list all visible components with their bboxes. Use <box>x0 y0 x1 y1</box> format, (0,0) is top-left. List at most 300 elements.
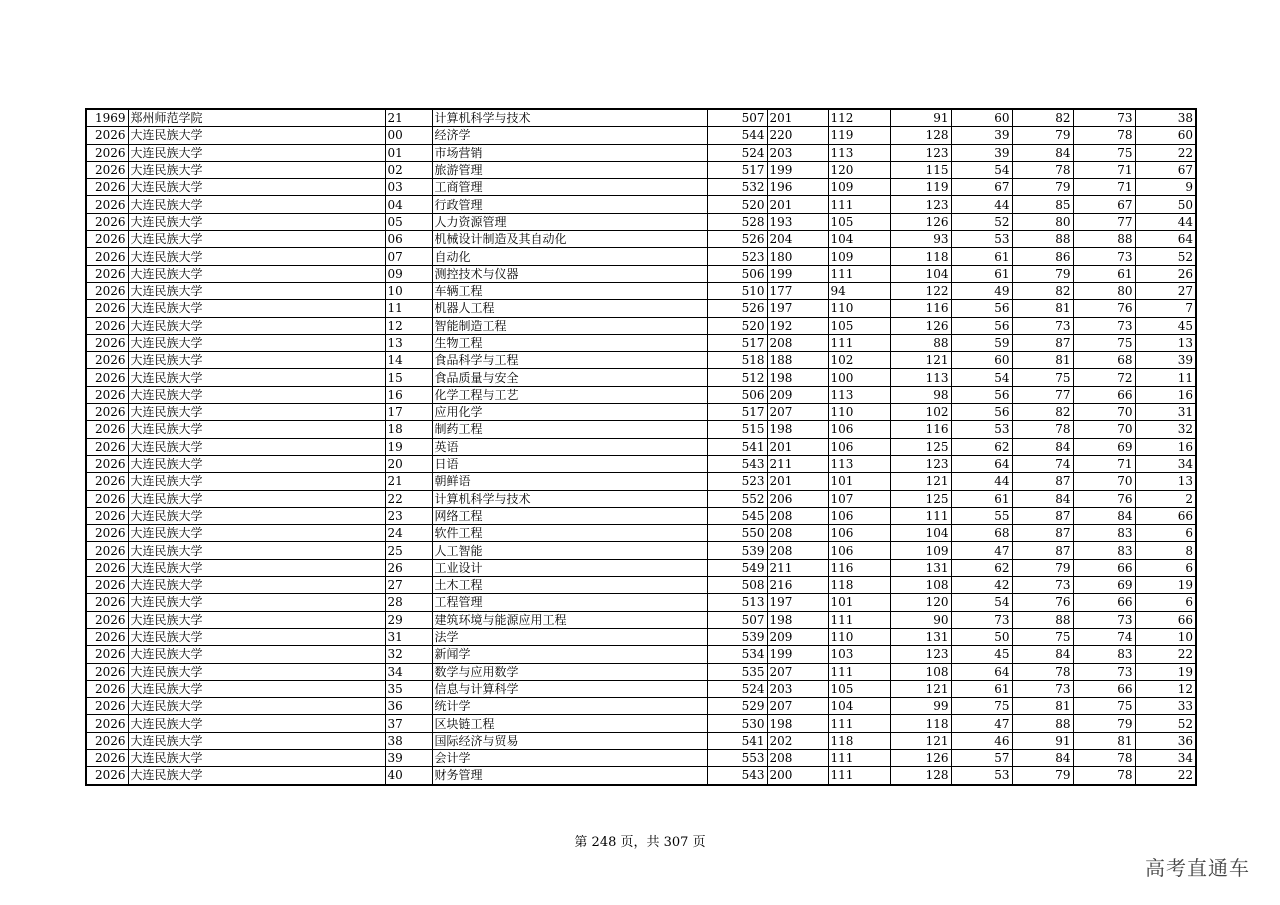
cell-code: 2026 <box>86 767 128 785</box>
table-row <box>86 594 1196 611</box>
cell-score-a: 196 <box>767 179 828 196</box>
cell-score-b: 102 <box>828 352 890 369</box>
cell-major-name: 计算机科学与技术 <box>432 490 707 507</box>
cell-school-name: 大连民族大学 <box>128 732 385 749</box>
cell-code: 2026 <box>86 127 128 144</box>
cell-score-c: 99 <box>890 698 951 715</box>
cell-major-name: 新闻学 <box>432 646 707 663</box>
cell-score-g: 60 <box>1135 127 1196 144</box>
cell-score-e: 82 <box>1012 109 1073 127</box>
cell-score-c: 93 <box>890 231 951 248</box>
cell-score-a: 208 <box>767 749 828 766</box>
cell-school-name: 大连民族大学 <box>128 127 385 144</box>
cell-score-total: 518 <box>707 352 767 369</box>
cell-score-e: 82 <box>1012 404 1073 421</box>
cell-score-g: 2 <box>1135 490 1196 507</box>
cell-score-total: 520 <box>707 317 767 334</box>
cell-score-total: 544 <box>707 127 767 144</box>
cell-score-a: 206 <box>767 490 828 507</box>
cell-score-total: 506 <box>707 386 767 403</box>
cell-score-a: 204 <box>767 231 828 248</box>
cell-major-code: 32 <box>385 646 432 663</box>
cell-major-code: 25 <box>385 542 432 559</box>
cell-score-total: 534 <box>707 646 767 663</box>
cell-score-f: 66 <box>1073 386 1135 403</box>
cell-score-d: 50 <box>951 628 1012 645</box>
cell-score-d: 60 <box>951 109 1012 127</box>
table-row <box>86 749 1196 766</box>
cell-score-a: 207 <box>767 698 828 715</box>
cell-score-g: 33 <box>1135 698 1196 715</box>
cell-school-name: 大连民族大学 <box>128 767 385 785</box>
cell-major-name: 日语 <box>432 455 707 472</box>
cell-score-e: 82 <box>1012 282 1073 299</box>
cell-score-b: 110 <box>828 628 890 645</box>
cell-major-code: 23 <box>385 507 432 524</box>
cell-score-total: 532 <box>707 179 767 196</box>
cell-score-c: 125 <box>890 438 951 455</box>
cell-school-name: 郑州师范学院 <box>128 109 385 127</box>
cell-score-b: 111 <box>828 767 890 785</box>
cell-score-c: 126 <box>890 317 951 334</box>
cell-score-b: 105 <box>828 680 890 697</box>
table-row <box>86 559 1196 576</box>
cell-score-c: 131 <box>890 628 951 645</box>
cell-school-name: 大连民族大学 <box>128 179 385 196</box>
cell-score-d: 47 <box>951 542 1012 559</box>
cell-major-name: 测控技术与仪器 <box>432 265 707 282</box>
cell-major-code: 26 <box>385 559 432 576</box>
cell-score-g: 34 <box>1135 455 1196 472</box>
cell-code: 2026 <box>86 352 128 369</box>
cell-major-code: 29 <box>385 611 432 628</box>
cell-school-name: 大连民族大学 <box>128 715 385 732</box>
cell-score-f: 71 <box>1073 161 1135 178</box>
cell-score-total: 543 <box>707 455 767 472</box>
cell-score-a: 199 <box>767 265 828 282</box>
cell-score-b: 106 <box>828 507 890 524</box>
table-row <box>86 386 1196 403</box>
cell-score-a: 207 <box>767 404 828 421</box>
cell-score-c: 123 <box>890 455 951 472</box>
cell-school-name: 大连民族大学 <box>128 248 385 265</box>
cell-score-total: 529 <box>707 698 767 715</box>
cell-score-c: 125 <box>890 490 951 507</box>
cell-score-total: 545 <box>707 507 767 524</box>
cell-score-e: 91 <box>1012 732 1073 749</box>
cell-school-name: 大连民族大学 <box>128 577 385 594</box>
cell-score-f: 73 <box>1073 663 1135 680</box>
cell-score-c: 104 <box>890 525 951 542</box>
table-row <box>86 144 1196 161</box>
cell-major-code: 09 <box>385 265 432 282</box>
cell-score-d: 56 <box>951 404 1012 421</box>
cell-score-e: 88 <box>1012 611 1073 628</box>
cell-school-name: 大连民族大学 <box>128 231 385 248</box>
table-row <box>86 127 1196 144</box>
table-row <box>86 680 1196 697</box>
cell-major-name: 会计学 <box>432 749 707 766</box>
cell-score-b: 119 <box>828 127 890 144</box>
table-row <box>86 455 1196 472</box>
table-row <box>86 611 1196 628</box>
cell-score-f: 81 <box>1073 732 1135 749</box>
cell-code: 2026 <box>86 369 128 386</box>
cell-score-e: 84 <box>1012 749 1073 766</box>
cell-code: 2026 <box>86 161 128 178</box>
cell-score-c: 123 <box>890 196 951 213</box>
cell-score-d: 64 <box>951 455 1012 472</box>
cell-major-name: 机器人工程 <box>432 300 707 317</box>
cell-score-b: 113 <box>828 386 890 403</box>
cell-score-g: 10 <box>1135 628 1196 645</box>
cell-score-a: 177 <box>767 282 828 299</box>
table-row <box>86 628 1196 645</box>
cell-score-a: 208 <box>767 507 828 524</box>
cell-score-a: 208 <box>767 334 828 351</box>
cell-score-total: 526 <box>707 231 767 248</box>
cell-score-g: 22 <box>1135 144 1196 161</box>
cell-major-code: 07 <box>385 248 432 265</box>
cell-score-c: 121 <box>890 732 951 749</box>
cell-score-d: 60 <box>951 352 1012 369</box>
table-row <box>86 352 1196 369</box>
cell-score-g: 19 <box>1135 663 1196 680</box>
cell-school-name: 大连民族大学 <box>128 749 385 766</box>
cell-score-e: 84 <box>1012 144 1073 161</box>
cell-score-e: 73 <box>1012 680 1073 697</box>
cell-code: 2026 <box>86 628 128 645</box>
cell-score-c: 88 <box>890 334 951 351</box>
cell-score-total: 517 <box>707 334 767 351</box>
cell-score-d: 45 <box>951 646 1012 663</box>
cell-code: 2026 <box>86 663 128 680</box>
cell-score-total: 528 <box>707 213 767 230</box>
cell-score-total: 550 <box>707 525 767 542</box>
cell-score-f: 83 <box>1073 542 1135 559</box>
cell-score-d: 42 <box>951 577 1012 594</box>
cell-score-g: 22 <box>1135 767 1196 785</box>
cell-score-a: 188 <box>767 352 828 369</box>
table-row <box>86 421 1196 438</box>
cell-score-d: 55 <box>951 507 1012 524</box>
cell-major-code: 02 <box>385 161 432 178</box>
cell-score-g: 13 <box>1135 334 1196 351</box>
cell-score-c: 116 <box>890 300 951 317</box>
cell-major-code: 13 <box>385 334 432 351</box>
cell-score-a: 209 <box>767 628 828 645</box>
cell-score-b: 106 <box>828 421 890 438</box>
cell-code: 2026 <box>86 282 128 299</box>
cell-code: 2026 <box>86 404 128 421</box>
cell-school-name: 大连民族大学 <box>128 698 385 715</box>
cell-score-b: 105 <box>828 213 890 230</box>
cell-score-b: 110 <box>828 300 890 317</box>
cell-score-b: 106 <box>828 525 890 542</box>
cell-score-total: 549 <box>707 559 767 576</box>
cell-score-a: 199 <box>767 161 828 178</box>
cell-score-g: 16 <box>1135 438 1196 455</box>
cell-score-e: 87 <box>1012 542 1073 559</box>
cell-major-code: 31 <box>385 628 432 645</box>
cell-score-b: 109 <box>828 179 890 196</box>
cell-score-d: 44 <box>951 196 1012 213</box>
cell-score-total: 539 <box>707 542 767 559</box>
cell-major-code: 36 <box>385 698 432 715</box>
table-body <box>86 109 1196 785</box>
cell-code: 2026 <box>86 698 128 715</box>
cell-code: 2026 <box>86 680 128 697</box>
cell-major-code: 35 <box>385 680 432 697</box>
cell-score-d: 39 <box>951 144 1012 161</box>
cell-score-total: 513 <box>707 594 767 611</box>
cell-major-code: 11 <box>385 300 432 317</box>
cell-score-g: 8 <box>1135 542 1196 559</box>
cell-score-b: 100 <box>828 369 890 386</box>
cell-score-g: 45 <box>1135 317 1196 334</box>
cell-major-name: 国际经济与贸易 <box>432 732 707 749</box>
cell-score-b: 105 <box>828 317 890 334</box>
cell-code: 2026 <box>86 265 128 282</box>
cell-code: 2026 <box>86 438 128 455</box>
cell-school-name: 大连民族大学 <box>128 507 385 524</box>
cell-score-f: 76 <box>1073 490 1135 507</box>
table-row <box>86 334 1196 351</box>
cell-score-a: 209 <box>767 386 828 403</box>
cell-score-e: 84 <box>1012 438 1073 455</box>
cell-score-a: 203 <box>767 680 828 697</box>
cell-score-f: 69 <box>1073 438 1135 455</box>
cell-score-f: 66 <box>1073 680 1135 697</box>
cell-major-code: 10 <box>385 282 432 299</box>
cell-major-code: 19 <box>385 438 432 455</box>
cell-score-e: 80 <box>1012 213 1073 230</box>
cell-school-name: 大连民族大学 <box>128 196 385 213</box>
cell-score-a: 208 <box>767 525 828 542</box>
cell-score-f: 73 <box>1073 248 1135 265</box>
cell-major-name: 统计学 <box>432 698 707 715</box>
cell-score-c: 118 <box>890 715 951 732</box>
table-row <box>86 732 1196 749</box>
cell-major-code: 01 <box>385 144 432 161</box>
table-row <box>86 109 1196 127</box>
cell-major-code: 37 <box>385 715 432 732</box>
cell-score-c: 111 <box>890 507 951 524</box>
cell-major-name: 智能制造工程 <box>432 317 707 334</box>
cell-score-g: 38 <box>1135 109 1196 127</box>
cell-score-a: 201 <box>767 473 828 490</box>
cell-score-d: 47 <box>951 715 1012 732</box>
cell-score-b: 118 <box>828 732 890 749</box>
table-row <box>86 767 1196 785</box>
cell-score-e: 73 <box>1012 577 1073 594</box>
cell-score-f: 83 <box>1073 525 1135 542</box>
cell-code: 2026 <box>86 732 128 749</box>
cell-score-a: 211 <box>767 559 828 576</box>
cell-school-name: 大连民族大学 <box>128 352 385 369</box>
cell-score-f: 77 <box>1073 213 1135 230</box>
cell-score-total: 539 <box>707 628 767 645</box>
cell-score-e: 85 <box>1012 196 1073 213</box>
table-row <box>86 577 1196 594</box>
cell-school-name: 大连民族大学 <box>128 265 385 282</box>
cell-school-name: 大连民族大学 <box>128 594 385 611</box>
cell-score-e: 81 <box>1012 300 1073 317</box>
cell-score-e: 79 <box>1012 265 1073 282</box>
cell-score-d: 64 <box>951 663 1012 680</box>
cell-score-e: 87 <box>1012 507 1073 524</box>
cell-score-e: 74 <box>1012 455 1073 472</box>
cell-score-b: 113 <box>828 455 890 472</box>
cell-score-f: 66 <box>1073 594 1135 611</box>
cell-major-code: 16 <box>385 386 432 403</box>
cell-school-name: 大连民族大学 <box>128 663 385 680</box>
cell-major-code: 40 <box>385 767 432 785</box>
table-row <box>86 161 1196 178</box>
cell-code: 2026 <box>86 646 128 663</box>
cell-score-b: 111 <box>828 265 890 282</box>
table-row <box>86 196 1196 213</box>
cell-score-c: 119 <box>890 179 951 196</box>
cell-score-d: 52 <box>951 213 1012 230</box>
cell-major-code: 06 <box>385 231 432 248</box>
cell-score-e: 77 <box>1012 386 1073 403</box>
table-row <box>86 179 1196 196</box>
cell-major-name: 应用化学 <box>432 404 707 421</box>
cell-score-c: 126 <box>890 749 951 766</box>
cell-score-f: 71 <box>1073 179 1135 196</box>
cell-score-b: 94 <box>828 282 890 299</box>
cell-score-e: 75 <box>1012 369 1073 386</box>
cell-score-g: 64 <box>1135 231 1196 248</box>
table-row <box>86 248 1196 265</box>
cell-score-a: 198 <box>767 369 828 386</box>
cell-score-e: 76 <box>1012 594 1073 611</box>
table-row <box>86 213 1196 230</box>
cell-score-total: 517 <box>707 404 767 421</box>
cell-score-d: 54 <box>951 594 1012 611</box>
cell-school-name: 大连民族大学 <box>128 369 385 386</box>
cell-school-name: 大连民族大学 <box>128 161 385 178</box>
cell-score-c: 121 <box>890 352 951 369</box>
cell-score-f: 88 <box>1073 231 1135 248</box>
cell-score-b: 111 <box>828 749 890 766</box>
cell-score-b: 104 <box>828 698 890 715</box>
cell-score-b: 111 <box>828 715 890 732</box>
table-row <box>86 265 1196 282</box>
cell-score-total: 543 <box>707 767 767 785</box>
table-row <box>86 317 1196 334</box>
cell-school-name: 大连民族大学 <box>128 386 385 403</box>
cell-score-total: 553 <box>707 749 767 766</box>
table-row <box>86 473 1196 490</box>
cell-score-b: 110 <box>828 404 890 421</box>
table-row <box>86 369 1196 386</box>
cell-score-b: 116 <box>828 559 890 576</box>
cell-score-c: 109 <box>890 542 951 559</box>
cell-major-name: 法学 <box>432 628 707 645</box>
cell-score-c: 98 <box>890 386 951 403</box>
cell-code: 2026 <box>86 490 128 507</box>
cell-code: 1969 <box>86 109 128 127</box>
cell-score-c: 121 <box>890 680 951 697</box>
cell-score-g: 27 <box>1135 282 1196 299</box>
cell-score-c: 118 <box>890 248 951 265</box>
cell-score-c: 91 <box>890 109 951 127</box>
cell-school-name: 大连民族大学 <box>128 490 385 507</box>
cell-score-a: 197 <box>767 300 828 317</box>
cell-score-total: 515 <box>707 421 767 438</box>
cell-score-a: 216 <box>767 577 828 594</box>
cell-score-a: 202 <box>767 732 828 749</box>
cell-score-f: 67 <box>1073 196 1135 213</box>
cell-major-code: 21 <box>385 109 432 127</box>
cell-major-name: 建筑环境与能源应用工程 <box>432 611 707 628</box>
cell-school-name: 大连民族大学 <box>128 300 385 317</box>
cell-score-g: 7 <box>1135 300 1196 317</box>
cell-major-name: 制药工程 <box>432 421 707 438</box>
cell-score-a: 198 <box>767 611 828 628</box>
cell-score-f: 61 <box>1073 265 1135 282</box>
cell-major-name: 食品科学与工程 <box>432 352 707 369</box>
cell-score-d: 44 <box>951 473 1012 490</box>
cell-code: 2026 <box>86 749 128 766</box>
cell-score-c: 128 <box>890 767 951 785</box>
cell-score-b: 103 <box>828 646 890 663</box>
cell-score-a: 180 <box>767 248 828 265</box>
cell-score-g: 44 <box>1135 213 1196 230</box>
cell-score-d: 56 <box>951 317 1012 334</box>
cell-major-name: 机械设计制造及其自动化 <box>432 231 707 248</box>
cell-major-code: 17 <box>385 404 432 421</box>
cell-code: 2026 <box>86 248 128 265</box>
cell-score-c: 121 <box>890 473 951 490</box>
page-number: 第 248 页，共 307 页 <box>574 835 706 850</box>
cell-major-name: 人工智能 <box>432 542 707 559</box>
cell-score-c: 115 <box>890 161 951 178</box>
cell-score-d: 59 <box>951 334 1012 351</box>
cell-score-d: 68 <box>951 525 1012 542</box>
cell-major-name: 食品质量与安全 <box>432 369 707 386</box>
cell-score-total: 517 <box>707 161 767 178</box>
cell-score-b: 101 <box>828 594 890 611</box>
cell-major-code: 28 <box>385 594 432 611</box>
cell-major-code: 22 <box>385 490 432 507</box>
cell-major-code: 00 <box>385 127 432 144</box>
cell-score-f: 69 <box>1073 577 1135 594</box>
watermark: 高考直通车 <box>1145 856 1250 880</box>
cell-score-a: 201 <box>767 109 828 127</box>
table-row <box>86 646 1196 663</box>
cell-score-g: 52 <box>1135 248 1196 265</box>
cell-score-g: 67 <box>1135 161 1196 178</box>
cell-score-a: 192 <box>767 317 828 334</box>
cell-score-f: 78 <box>1073 749 1135 766</box>
cell-score-total: 524 <box>707 144 767 161</box>
cell-score-f: 79 <box>1073 715 1135 732</box>
cell-score-g: 32 <box>1135 421 1196 438</box>
cell-major-name: 数学与应用数学 <box>432 663 707 680</box>
cell-score-c: 123 <box>890 646 951 663</box>
cell-major-name: 生物工程 <box>432 334 707 351</box>
cell-code: 2026 <box>86 455 128 472</box>
cell-score-b: 101 <box>828 473 890 490</box>
cell-major-code: 39 <box>385 749 432 766</box>
cell-code: 2026 <box>86 577 128 594</box>
cell-score-e: 78 <box>1012 421 1073 438</box>
cell-score-c: 90 <box>890 611 951 628</box>
cell-code: 2026 <box>86 525 128 542</box>
